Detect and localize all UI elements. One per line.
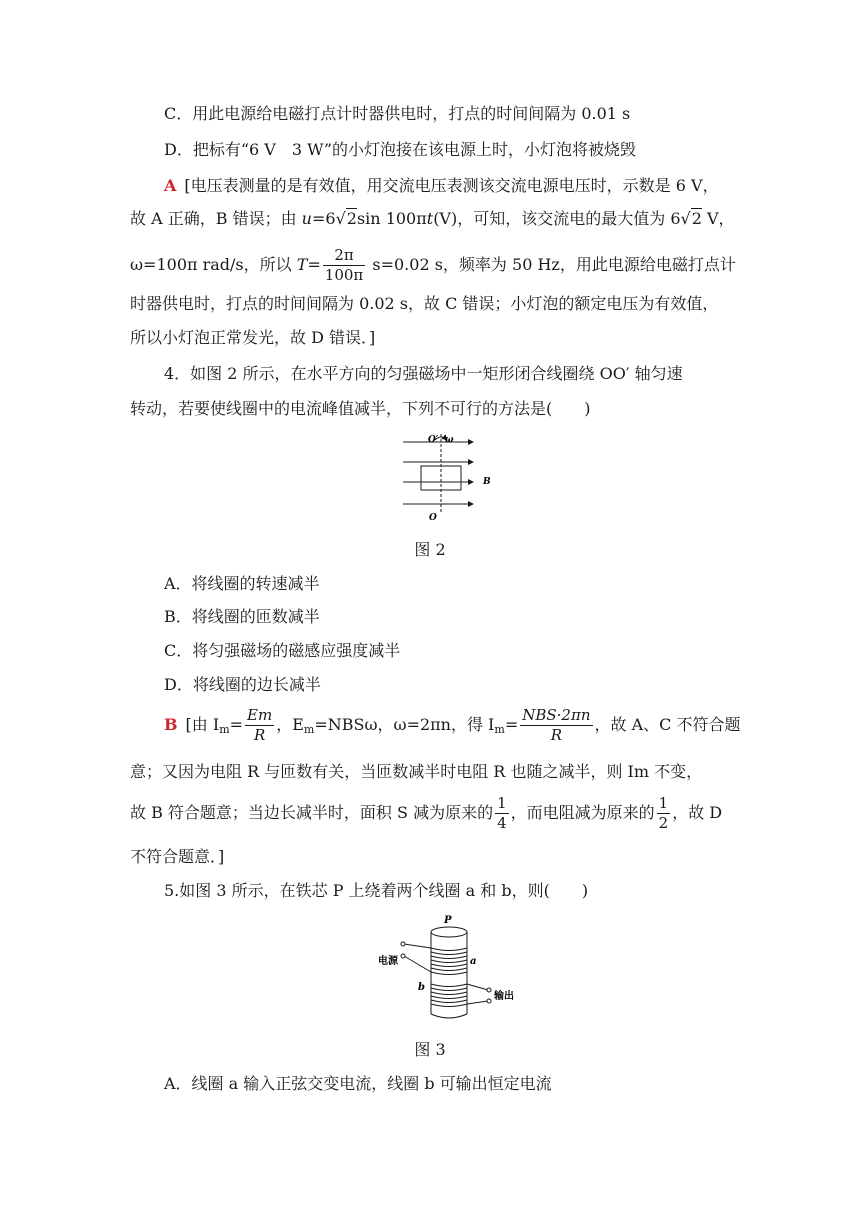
answer-3-line-3: ω=100π rad/s，所以 T= $\frac{2\pi}{100\pi}$ s=0.02 s，频率为 50 Hz，用此电源给电磁打点计	[130, 246, 736, 284]
answer-4-line-4: 不符合题意．]	[130, 847, 225, 866]
question-4-line-2: 转动，若要使线圈中的电流峰值减半，下列不可行的方法是( )	[130, 399, 591, 418]
figure-2-diagram	[395, 432, 505, 524]
fraction-nbs-r: $\frac{\text{NBS·2πn}}{R}$	[522, 706, 591, 744]
answer-3-line-2: 故 A 正确，B 错误；由 u=6√2sin 100πt(V)，可知，该交流电的最大值为 6√2 V，	[130, 209, 735, 228]
answer-3-letter: A	[164, 176, 177, 195]
q4-option-c: C．将匀强磁场的磁感应强度减半	[164, 641, 401, 660]
answer-4-line-3: 故 B 符合题意；当边长减半时，面积 S 减为原来的 $\frac{1}{4}$ ，而电阻减为原来的 $\frac{1}{2}$ ，故 D	[130, 794, 723, 832]
fraction-quarter: $\frac{1}{4}$	[497, 794, 507, 832]
answer-4-line-1: B [由 $I_m=$ $\frac{Em}{R}$ ，$E_m=NBS\omega$，ω=2πn，得 $I_m=$ $\frac{\text{NBS·2πn}}{R}$ ，故 A、C 不符合题	[164, 706, 741, 744]
fraction-period: $\frac{2\pi}{100\pi}$	[324, 246, 364, 284]
answer-3-line-4: 时器供电时，打点的时间间隔为 0.02 s，故 C 错误；小灯泡的额定电压为有效值，	[130, 294, 719, 313]
answer-4-line-2: 意；又因为电阻 R 与匝数有关，当匝数减半时电阻 R 也随之减半，则 Im 不变，	[130, 762, 703, 781]
figure-3-caption: 图 3	[414, 1040, 446, 1059]
figure-3-diagram	[376, 910, 522, 1025]
fraction-em-r: $\frac{Em}{R}$	[247, 706, 273, 744]
fig3-label-b: b	[418, 982, 425, 993]
answer-3-line-1: A [电压表测量的是有效值，用交流电压表测该交流电源电压时，示数是 6 V，	[164, 176, 719, 195]
answer-4-letter: B	[164, 715, 178, 734]
fig3-label-source: 电源	[378, 956, 398, 967]
fig3-label-p: P	[444, 915, 452, 926]
q4-option-d: D．将线圈的边长减半	[164, 675, 321, 694]
fig2-label-omega: ω	[445, 435, 454, 445]
fig2-label-b: B	[483, 477, 491, 487]
q4-option-a: A．将线圈的转速减半	[164, 574, 320, 593]
option-c: C．用此电源给电磁打点计时器供电时，打点的时间间隔为 0.01 s	[164, 104, 631, 123]
question-5: 5.如图 3 所示，在铁芯 P 上绕着两个线圈 a 和 b，则( )	[164, 881, 589, 900]
fraction-half: $\frac{1}{2}$	[658, 794, 669, 832]
answer-3-line-5: 所以小灯泡正常发光，故 D 错误．]	[130, 328, 376, 347]
fig3-label-a: a	[470, 956, 477, 967]
q4-option-b: B．将线圈的匝数减半	[164, 607, 320, 626]
fig2-label-o-top: O′	[428, 435, 439, 445]
q5-option-a: A．线圈 a 输入正弦交变电流，线圈 b 可输出恒定电流	[164, 1074, 552, 1093]
question-4-line-1: 4．如图 2 所示，在水平方向的匀强磁场中一矩形闭合线圈绕 OO′ 轴匀速	[164, 364, 683, 383]
fig2-label-o-bottom: O	[429, 513, 437, 523]
option-d: D．把标有“6 V 3 W”的小灯泡接在该电源上时，小灯泡将被烧毁	[164, 140, 637, 159]
fig3-label-output: 输出	[494, 991, 514, 1002]
figure-2-caption: 图 2	[414, 540, 446, 559]
